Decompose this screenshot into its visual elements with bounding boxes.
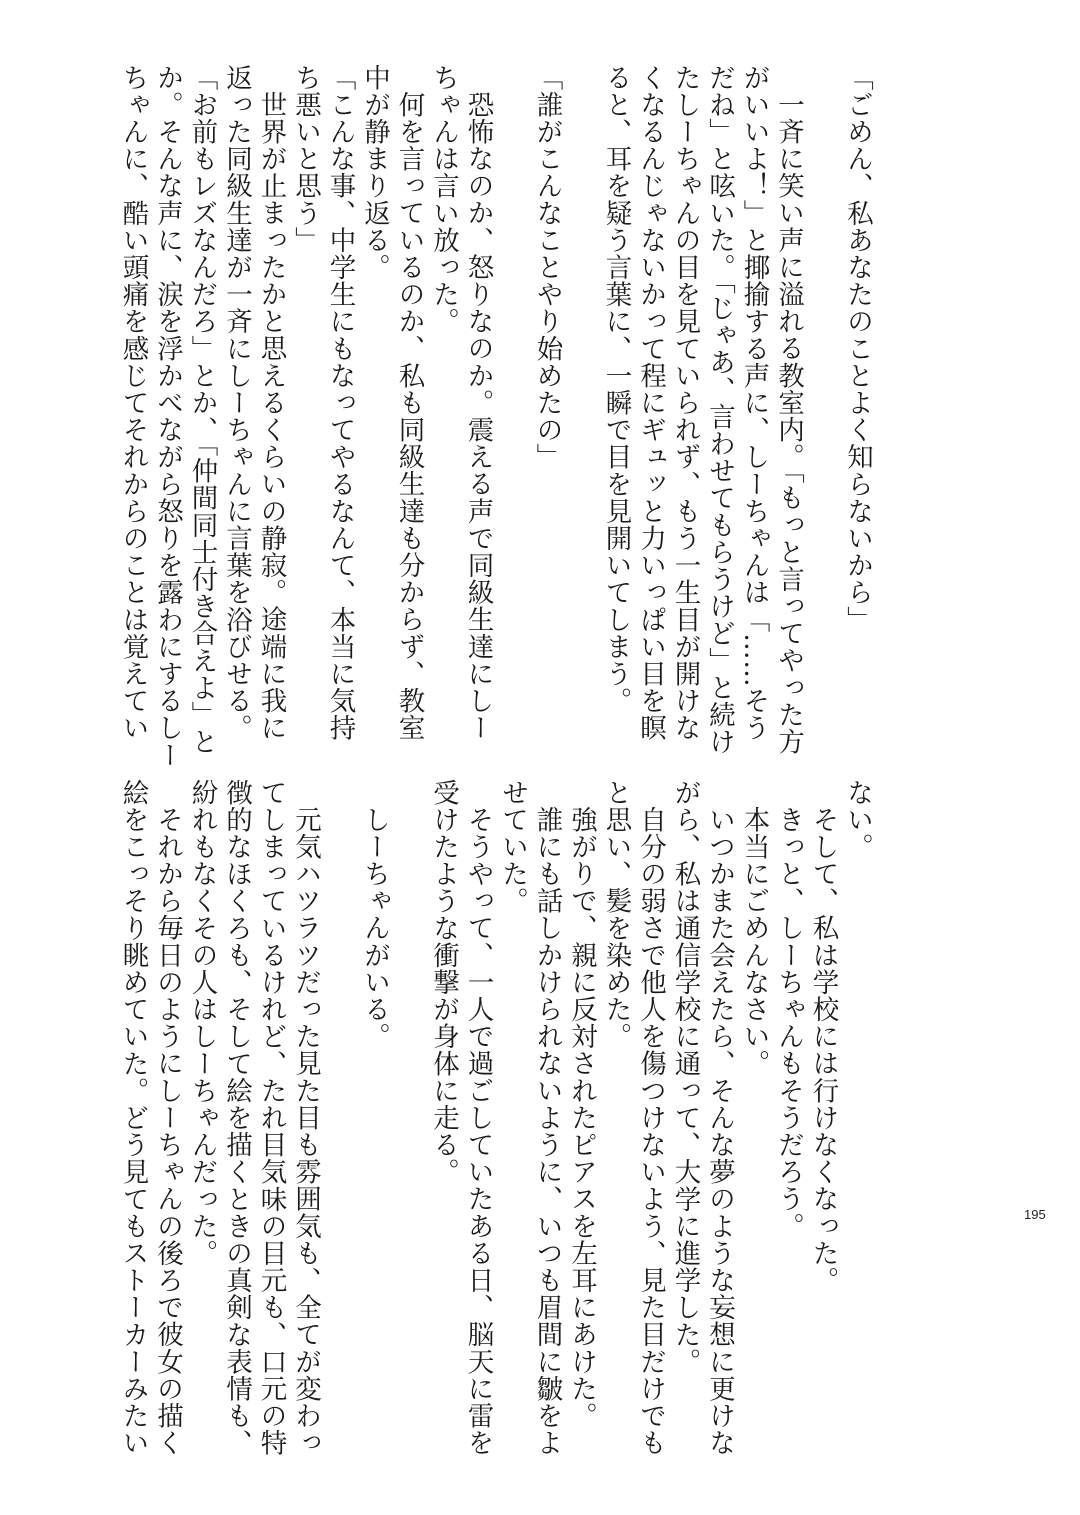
text-line: 自分の弱さで他人を傷つけないよう、見た目だけでも	[635, 805, 666, 1456]
text-line: 恐怖なのか、怒りなのか。震える声で同級生達にしー	[462, 90, 494, 741]
text-line: きっと、しーちゃんもそうだろう。	[773, 805, 804, 1240]
text-line: 世界が止まったかと思えるくらいの静寂。途端に我に	[255, 90, 287, 741]
text-line: 何を言っているのか、私も同級生達も分からず、教室	[393, 90, 425, 741]
text-line: 受けたような衝撃が身体に走る。	[428, 779, 459, 1186]
blank-line	[495, 64, 530, 754]
text-line: 返った同級生達が一斉にしーちゃんに言葉を浴びせる。	[221, 64, 252, 742]
blank-line	[391, 779, 426, 1469]
text-line: 「お前もレズなんだろ」とか、「仲間同士付き合えよ」と	[186, 64, 218, 756]
text-line: 誰にも話しかけられないように、いつも眉間に皺をよ	[531, 805, 563, 1456]
text-line: くなるんじゃないかって程にギュッと力いっぱい目を瞑	[635, 64, 666, 742]
text-line: 絵をこっそり眺めていた。どう見てもストーカーみたい	[117, 779, 149, 1457]
text-line: せていた。	[497, 779, 528, 915]
text-line: ちゃんに、酷い頭痛を感じてそれからのことは覚えてい	[117, 64, 149, 742]
text-line: だね」と呟いた。「じゃあ、言わせてもらうけど」と続け	[704, 64, 735, 756]
text-line: そうやって、一人で過ごしていたある日、脳天に雷を	[462, 805, 494, 1456]
lower-text-block	[115, 779, 874, 1469]
text-line: 「こんな事、中学生にもなってやるなんて、本当に気持	[324, 64, 356, 742]
text-line: 元気ハツラツだった見た目も雰囲気も、全てが変わっ	[290, 805, 321, 1456]
text-line: 強がりで、親に反対されたピアスを左耳にあけた。	[566, 805, 597, 1429]
text-line: と思い、髪を染めた。	[600, 779, 632, 1050]
text-line: がら、私は通信学校に通って、大学に進学した。	[669, 779, 701, 1376]
text-line: 「ごめん、私あなたのことよく知らないから」	[842, 64, 873, 634]
text-line: それから毎日のようにしーちゃんの後ろで彼女の描く	[152, 805, 183, 1456]
blank-line	[322, 779, 357, 1469]
upper-text-block	[115, 64, 874, 769]
text-line: 紛れもなくその人はしーちゃんだった。	[186, 779, 218, 1267]
blank-line	[564, 64, 599, 754]
page-number: 195	[1024, 1207, 1046, 1222]
text-line: 一斉に笑い声に溢れる教室内。「もっと言ってやった方	[773, 90, 804, 755]
text-line: ち悪いと思う」	[290, 64, 321, 254]
text-line: 徴的なほくろも、そして絵を描くときの真剣な表情も、	[221, 779, 252, 1457]
text-line: たしーちゃんの目を見ていられず、もう一生目が開けな	[669, 64, 701, 742]
text-line: そして、私は学校には行けなくなった。	[807, 805, 839, 1294]
text-line: 「誰がこんなことやり始めたの」	[531, 64, 563, 471]
text-line: ると、耳を疑う言葉に、一瞬で目を見開いてしまう。	[600, 64, 632, 715]
text-line: がいいよ！」と揶揄する声に、しーちゃんは「……そう	[738, 64, 770, 742]
text-line: ない。	[842, 779, 873, 861]
text-line: しーちゃんがいる。	[359, 805, 390, 1050]
text-line: 中が静まり返る。	[359, 64, 390, 281]
text-line: か。そんな声に、涙を浮かべながら怒りを露わにするしー	[152, 64, 183, 769]
blank-line	[805, 64, 840, 754]
text-line: ちゃんは言い放った。	[428, 64, 459, 335]
text-line: いつかまた会えたら、そんな夢のような妄想に更けな	[704, 805, 735, 1456]
text-line: てしまっているけれど、たれ目気味の目元も、口元の特	[255, 779, 287, 1457]
text-line: 本当にごめんなさい。	[738, 805, 770, 1077]
